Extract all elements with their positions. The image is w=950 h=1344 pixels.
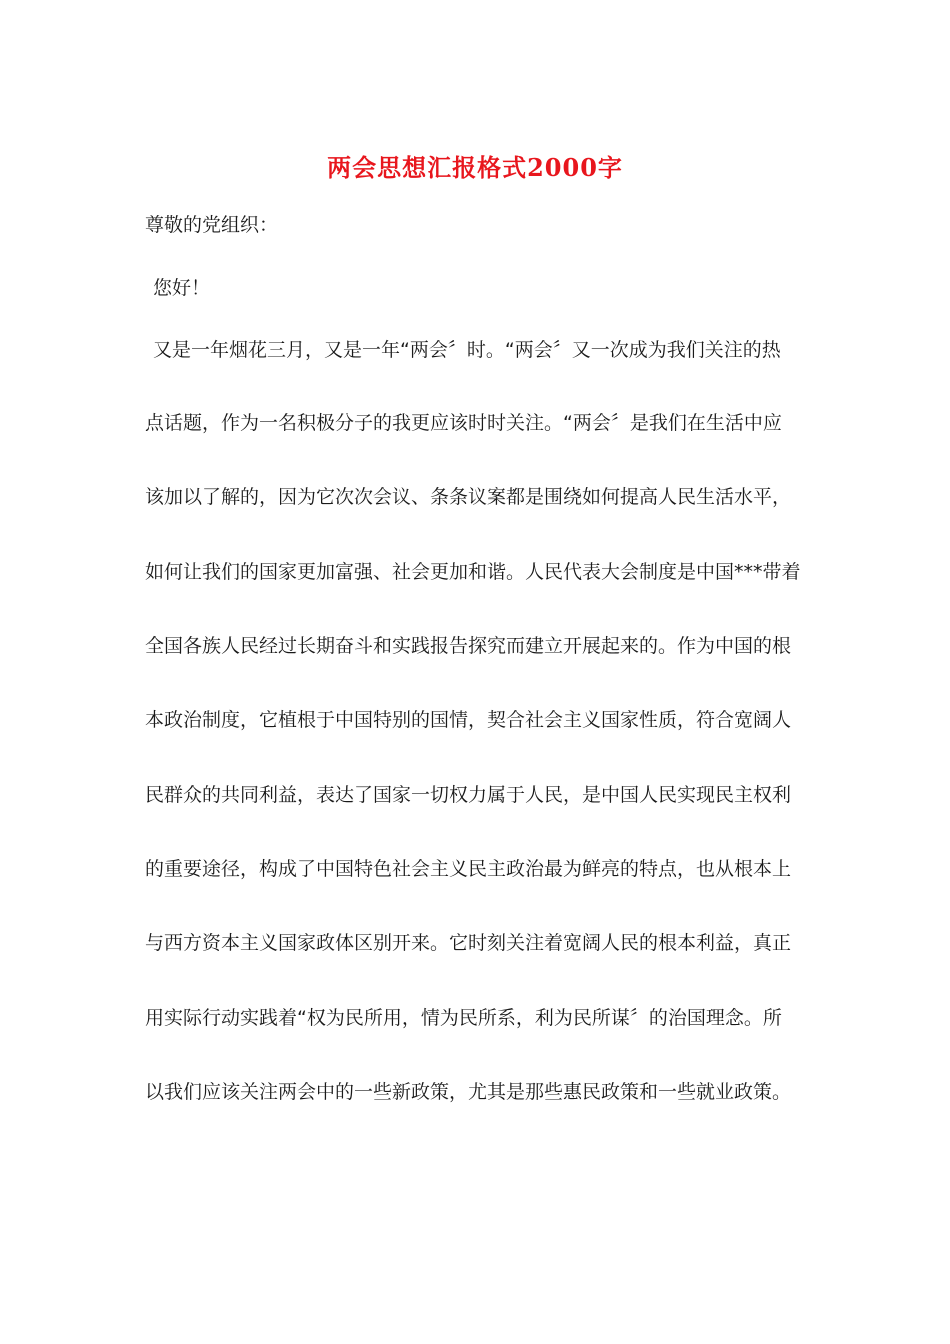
body-line: 的重要途径，构成了中国特色社会主义民主政治最为鲜亮的特点，也从根本上 [145, 858, 792, 880]
body-line: 民群众的共同利益，表达了国家一切权力属于人民，是中国人民实现民主权利 [145, 784, 792, 806]
body-line: 与西方资本主义国家政体区别开来。它时刻关注着宽阔人民的根本利益，真正 [145, 932, 792, 954]
body-line: 用实际行动实践着“权为民所用，情为民所系，利为民所谋〞的治国理念。所 [145, 1007, 782, 1029]
body-line: 点话题，作为一名积极分子的我更应该时时关注。“两会〞是我们在生活中应 [145, 412, 782, 434]
body-line: 如何让我们的国家更加富强、社会更加和谐。人民代表大会制度是中国***带着 [145, 561, 801, 583]
greeting: 您好！ [153, 277, 211, 299]
salutation: 尊敬的党组织： [145, 214, 279, 236]
document-title: 两会思想汇报格式2000字 [327, 153, 623, 182]
body-line: 又是一年烟花三月，又是一年“两会〞时。“两会〞又一次成为我们关注的热 [153, 339, 781, 361]
body-line: 本政治制度，它植根于中国特别的国情，契合社会主义国家性质，符合宽阔人 [145, 709, 792, 731]
body-line: 以我们应该关注两会中的一些新政策，尤其是那些惠民政策和一些就业政策。 [145, 1081, 792, 1103]
body-line: 全国各族人民经过长期奋斗和实践报告探究而建立开展起来的。作为中国的根 [145, 635, 792, 657]
body-line: 该加以了解的，因为它次次会议、条条议案都是围绕如何提高人民生活水平， [145, 486, 792, 508]
